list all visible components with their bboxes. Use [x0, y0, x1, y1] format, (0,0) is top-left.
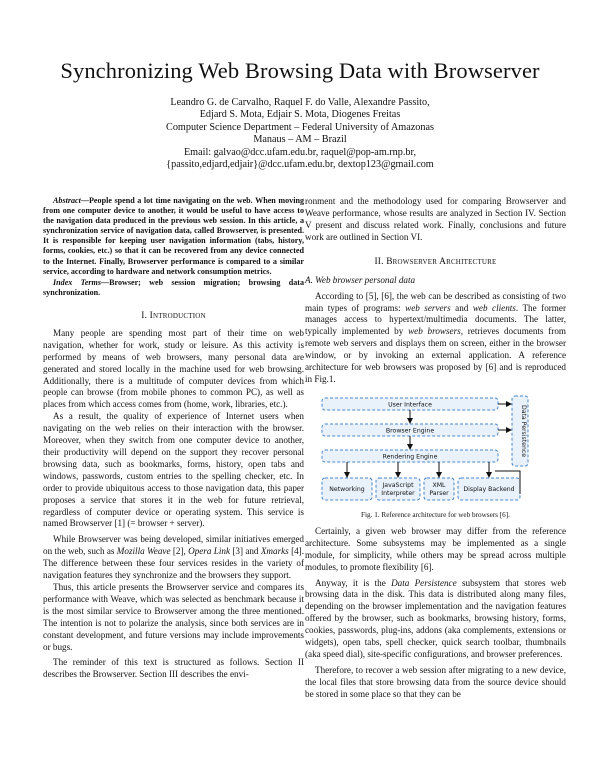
abstract [43, 196, 304, 277]
subsection-heading-personal-data: A. Web browser personal data [305, 274, 416, 285]
author-block [0, 97, 600, 171]
label-rendering-engine: Rendering Engine [382, 453, 438, 461]
architecture-paragraph-3 [305, 578, 566, 661]
email-line-1: Email: galvao@dcc.ufam.edu.br, raquel@pop-am.rnp.br, [183, 146, 417, 158]
right-column [305, 196, 566, 701]
text-run: and [450, 302, 473, 313]
intro-paragraph-2: As a result, the quality of experience of Internet users when navigating on the web relies on their interaction with the browser. Moreover, when they switch from one computer device to another, their productivity will depend on the support they recover personal browsing data, such as bookmarks, forms, history, open tabs and windows, passwords, custom entries to the spelling checker, etc. In order to provide ubiquitous access to those navigation data, this paper proposes a service that stores it in the web for future retrieval, regardless of computer device or operating system. This service is named Browserver [1] (= browser + server). [43, 411, 304, 529]
author-names-line-1: Leandro G. de Carvalho, Raquel F. do Valle, Alexandre Passito, [170, 97, 430, 108]
text-run: , retrieves documents from remote web servers and displays them on screen, either in the browser window, or by invoking an external application. A reference architecture for web browsers was proposed by [6] and is reproduced in Fig.1. [305, 326, 567, 384]
text-run: [2], [170, 546, 189, 557]
index-terms [43, 278, 304, 298]
label-data-persistence: Data Persistence [520, 404, 527, 457]
emphasis-web-clients: web clients [472, 302, 516, 313]
affiliation-line-1: Computer Science Department – Federal University of Amazonas [166, 121, 434, 133]
architecture-figure [320, 394, 532, 506]
label-xml: XML [432, 481, 446, 489]
label-javascript: JavaScript [382, 481, 414, 489]
text-run: . The former manages access to hypertext/multimedia documents. The latter, typically implemented by [305, 302, 566, 337]
emphasis-web-servers: web servers [405, 302, 451, 313]
label-user-interface: User Interface [388, 401, 432, 409]
intro-paragraph-1: Many people are spending most part of their time on web navigation, whether for work, study or leisure. As this activity is performed by means of web browsers, many personal data are generated and stored locally in the machine used for web browsing. Additionally, there is a multitude of computer devices from which people can browse (from mobile phones to common PC), as well as places from which access comes from (home, work, libraries, etc.). [43, 327, 304, 410]
emphasis-mozilla-weave: Mozilla Weave [116, 546, 171, 557]
label-browser-engine: Browser Engine [385, 427, 435, 435]
text-run: [4]. The difference between these four services resides in the variety of navigation features they synchronize and the browsers they support. [43, 546, 304, 581]
index-terms-text: —Browser; web session migration; browsing data synchronization. [43, 277, 305, 297]
label-parser: Parser [429, 489, 449, 497]
emphasis-data-persistence: Data Persistence [391, 577, 457, 588]
figure-caption: Fig. 1. Reference architecture for web browsers [6]. [361, 510, 510, 519]
affiliation-line-2: Manaus – AM – Brazil [253, 134, 347, 146]
emphasis-web-browsers: web browsers [408, 326, 461, 337]
text-run: According to [5], [6], the web can be described as consisting of two main types of programs: [305, 290, 566, 313]
text-run: subsystem that stores web browsing data in the disk. This data is distributed along many files, depending on the browser implementation and the navigation features offered by the browser, such as bookmarks, browsing history, forms, cookies, passwords, plug-ins, addons (aka complements, extensions or widgets), open tabs, spell checker, quick search toolbar, thumbnails (aka speed dial), site-specific configurations, and browser preferences. [305, 577, 567, 659]
left-column [43, 196, 304, 681]
emphasis-xmarks: Xmarks [260, 546, 289, 557]
architecture-paragraph-1 [305, 291, 566, 386]
email-line-2: {passito,edjard,edjair}@dcc.ufam.edu.br, dextop123@gmail.com [166, 159, 434, 171]
section-heading-architecture: II. Browserver Architecture [374, 256, 497, 267]
text-run: While Browserver was being developed, similar initiatives emerged on the web, such as [43, 534, 304, 557]
abstract-label: Abstract [53, 196, 81, 205]
label-networking: Networking [329, 485, 365, 493]
index-terms-label: Index Terms [53, 277, 102, 287]
architecture-diagram [320, 394, 532, 506]
section-heading-introduction: I. Introduction [141, 310, 206, 321]
text-run: [3] and [230, 546, 261, 557]
intro-paragraph-4: Thus, this article presents the Browserver service and compares its performance with Weave, which was selected as benchmark because it is the most similar service to Browserver among the three mentioned. The intention is not to polarize the analysis, since both services are in constant development, and future versions may include improvements or bugs. [43, 581, 304, 652]
intro-paragraph-3 [43, 534, 304, 582]
label-interpreter: Interpreter [381, 489, 415, 497]
architecture-paragraph-2: Certainly, a given web browser may differ from the reference architecture. Some subsystems may be implemented as a single module, for simplicity, while others may be spread across multiple modules, to promote flexibility [6]. [305, 525, 566, 572]
intro-paragraph-5: The reminder of this text is structured as follows. Section II describes the Browserver. Section III describes the envi- [43, 657, 304, 680]
paper-title: Synchronizing Web Browsing Data with Browserver [60, 58, 540, 83]
text-run: Anyway, it is the [315, 577, 392, 588]
architecture-paragraph-4: Therefore, to recover a web session after migrating to a new device, the local files that store browsing data from the source device should be stored in some place so that they can be [305, 664, 566, 699]
label-display-backend: Display Backend [463, 485, 515, 493]
intro-continuation: ronment and the methodology used for comparing Browserver and Weave performance, whose results are analyzed in Section IV. Section V present and discuss related work. Finally, conclusions and future work are outlined in Section VI. [305, 196, 566, 242]
emphasis-opera-link: Opera Link [188, 546, 230, 557]
author-names-line-2: Edjard S. Mota, Edjair S. Mota, Diogenes Freitas [199, 109, 401, 121]
abstract-text: —People spend a lot time navigating on the web. When moving from one computer device to another, it would be useful to have access to the navigation data produced in the previous web session. In this article, a synchronization service of navigation data, called Browserver, is presented. It is responsible for keeping user navigation information (tabs, history, forms, cookies, etc.) so that it can be recovered from any device connected to the Internet. Finally, Browserver performance is compared to a similar service, according to hardware and network consumption metrics. [43, 196, 304, 276]
